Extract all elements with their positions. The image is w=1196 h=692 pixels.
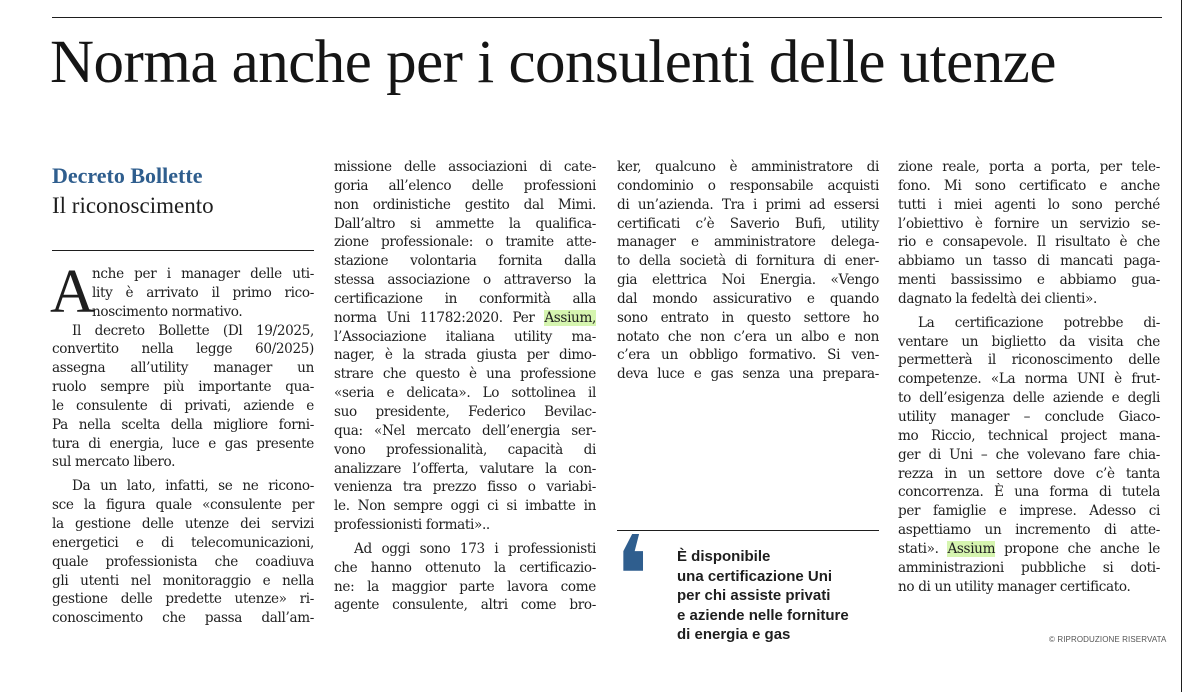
text-line: le consulente di privati, aziende e <box>52 397 314 414</box>
text-line: menti bassissimo e abbiamo gua- <box>898 272 1160 289</box>
text-line: zione professionale: o tramite atte- <box>334 234 596 251</box>
text-line: ruolo sempre più importante qua- <box>52 379 314 396</box>
pull-quote-line: di energia e gas <box>677 626 791 644</box>
text-line: tutti i miei agenti lo sono perché <box>898 196 1160 213</box>
text-line: la gestione delle utenze dei servizi <box>52 515 314 532</box>
article-column-4 <box>898 158 1160 596</box>
text-line: nager, è la strada giusta per dimo- <box>334 347 596 364</box>
article-column-3 <box>617 158 879 384</box>
text-line <box>898 540 1160 559</box>
text-line: nche per i manager delle uti- <box>92 266 314 282</box>
text-line: manager e amministratore delega- <box>617 234 879 251</box>
kicker: Decreto Bollette <box>52 163 203 188</box>
text-line: to della società di fornitura di ener- <box>617 253 879 270</box>
text-line: qua: «Nel mercato dell’energia ser- <box>334 422 596 439</box>
text-line: sce la figura quale «consulente per <box>52 497 314 514</box>
text-line: «seria e delicata». Lo sottolinea il <box>334 385 596 402</box>
text-line: sono entrato in questo settore ho <box>617 309 879 326</box>
text-line: no di un utility manager certificato. <box>898 578 1131 595</box>
text-line: fono. Mi sono certificato e anche <box>898 177 1160 194</box>
text-line: conoscimento che passa dall’am- <box>52 610 314 627</box>
text-line: aspettiamo un incremento di atte- <box>898 522 1160 539</box>
right-rule <box>1181 0 1182 692</box>
text-line: condominio o responsabile acquisti <box>617 177 879 194</box>
text-line: professionisti formati».. <box>334 517 490 534</box>
text-line: energetici e di telecomunicazioni, <box>52 534 314 551</box>
text-line: dal mondo assicurativo e quando <box>617 290 879 307</box>
text-line: strare che questo è una professione <box>334 366 596 383</box>
text-line: suo presidente, Federico Bevilac- <box>334 403 596 420</box>
text-line <box>334 309 596 328</box>
text-line: non ordinistiche gestito dal Mimi. <box>334 196 596 213</box>
text-line: Dall’altro si ammette la qualifica- <box>334 215 596 232</box>
text-line: gli utenti nel monitoraggio e nella <box>52 572 314 589</box>
drop-cap: A <box>50 258 95 326</box>
text-line: Il decreto Bollette (Dl 19/2025, <box>72 322 314 339</box>
text-line: utility manager – conclude Giaco- <box>898 408 1160 425</box>
text-line: ventare un biglietto da visita che <box>898 333 1160 350</box>
text-line: dagnato la fedeltà dei clienti». <box>898 290 1097 307</box>
text-line: Da un lato, infatti, se ne ricono- <box>72 478 314 495</box>
text-line: deva luce e gas senza una prepara- <box>617 366 879 383</box>
text-line: goria all’elenco delle professioni <box>334 177 596 194</box>
text-line: zione reale, porta a porta, per tele- <box>898 159 1160 175</box>
text-line: le. Non sempre oggi ci si imbatte in <box>334 498 596 515</box>
text-line: di un’azienda. Tra i primi ad essersi <box>617 196 879 213</box>
text-line: sul mercato libero. <box>52 454 176 471</box>
text-line: c’era un obbligo formativo. Si ven- <box>617 347 879 364</box>
text-line: missione delle associazioni di cate- <box>334 159 596 175</box>
text-line: certificati c’è Saverio Bufi, utility <box>617 215 879 232</box>
article-column-2 <box>334 158 596 615</box>
highlighted-term-assium: Assium <box>947 540 996 557</box>
text-line: permetterà il riconoscimento delle <box>898 352 1160 369</box>
text-line: concorrenza. È una forma di tutela <box>898 484 1160 501</box>
text-line: La certificazione potrebbe di- <box>918 314 1160 331</box>
text-line: abbiamo un tasso di mancati paga- <box>898 253 1160 270</box>
text-line: notato che non c’era un albo e non <box>617 328 879 345</box>
pull-quote <box>677 547 887 645</box>
top-rule <box>52 17 1162 18</box>
text-line: tura di energia, luce e gas presente <box>52 435 314 452</box>
quote-mark-icon: ❛ <box>614 516 650 638</box>
text-line: amministrazioni pubbliche si doti- <box>898 559 1160 576</box>
text-line: vono professionalità, capacità di <box>334 441 596 458</box>
text-line: Pa nella scelta della migliore forni- <box>52 416 314 433</box>
headline: Norma anche per i consulenti delle utenze <box>50 29 1056 96</box>
text-line: quale professionista che coadiuva <box>52 553 314 570</box>
text-line: per famiglie e imprese. Adesso ci <box>898 503 1160 520</box>
text-line: gia elettrica Noi Energia. «Vengo <box>617 272 879 289</box>
text-line: assegna all’utility manager un <box>52 360 314 377</box>
text-line: certificazione in conformità alla <box>334 290 596 307</box>
text-line: noscimento normativo. <box>92 303 243 320</box>
text-line: convertito nella legge 60/2025) <box>52 341 314 358</box>
text-line: l’Associazione italiana utility ma- <box>334 328 596 345</box>
text-line: to dell’esigenza delle aziende e degli <box>898 390 1160 407</box>
text-line: analizzare l’offerta, valutare la con- <box>334 460 596 477</box>
text-line: mo Riccio, technical project mana- <box>898 427 1160 444</box>
text-fragment: stati». <box>898 540 939 557</box>
text-line: venienza tra prezzo fisso o variabi- <box>334 479 596 496</box>
pull-quote-line: per chi assiste privati <box>677 587 831 605</box>
text-line: stazione volontaria fornita dalla <box>334 253 596 270</box>
text-fragment: propone che anche le <box>1004 540 1160 557</box>
text-line: ker, qualcuno è amministratore di <box>617 159 879 175</box>
text-line: ger di Uni – che volevano fare chia- <box>898 446 1160 463</box>
pull-quote-line: una certificazione Uni <box>677 567 833 585</box>
text-line: competenze. «La norma UNI è frut- <box>898 371 1160 388</box>
text-line: lity è arrivato il primo rico- <box>92 284 314 301</box>
text-line: rezza in un settore dove c’è tanta <box>898 465 1160 482</box>
copyright-notice: © RIPRODUZIONE RISERVATA <box>1049 635 1167 644</box>
text-line: l’obiettivo è fornire un servizio se- <box>898 215 1160 232</box>
text-line: agente consulente, altri come bro- <box>334 597 596 614</box>
text-line: Ad oggi sono 173 i professionisti <box>354 540 596 557</box>
pull-quote-line: e aziende nelle forniture <box>677 606 849 624</box>
text-line: che hanno ottenuto la certificazio- <box>334 559 596 576</box>
subkicker: Il riconoscimento <box>52 193 214 218</box>
text-line: ne: la maggior parte lavora come <box>334 578 596 595</box>
text-line: rio e consapevole. Il risultato è che <box>898 234 1160 251</box>
text-line: stessa associazione o attraverso la <box>334 272 596 289</box>
kicker-separator <box>52 250 314 251</box>
pull-quote-rule <box>617 530 879 531</box>
highlighted-term-assium: Assium, <box>544 309 596 326</box>
text-fragment: norma Uni 11782:2020. Per <box>334 309 535 326</box>
article-column-1 <box>50 258 314 628</box>
pull-quote-line: È disponibile <box>677 548 771 565</box>
text-line: gestione delle predette utenze» ri- <box>52 591 314 608</box>
